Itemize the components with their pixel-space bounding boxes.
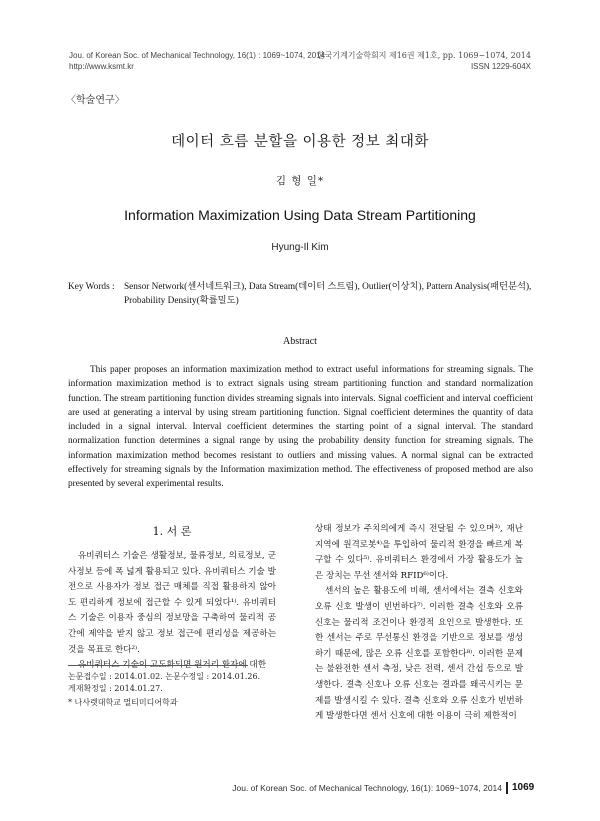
title-english: Information Maximization Using Data Stream Partitioning	[124, 207, 476, 223]
left-col-paragraph-1: 유비쿼터스 기술은 생활정보, 물류정보, 의료정보, 군사정보 등에 폭 넓게 활용되고 있다. 유비쿼터스 기술 발전으로 사용자가 정보 접근 매체를 직접 활용하지 않아도 편리하게 정보에 접근할 수 있게 되었다¹⁾. 유비쿼터스 기술은 이용자 중심의 정보망을 구축하여 물리적 공간에 제약을 받지 않고 정보 접근에 편리성을 제공하는 것을 목표로 한다²⁾.	[68, 551, 276, 655]
abstract-body: This paper proposes an information maximization method to extract useful informations for streaming signals. The information maximization method is to extract signals using stream partitioning function and standard normalization function. The stream partitioning function divides streaming signals into intervals. Signal coefficient and interval coefficient are used at generating a interval by using stream partitioning function. Signal coefficient determines the quantity of data included in a signal interval. Interval coefficient determines the starting point of a signal interval. The standard normalization function determines a signal range by using the probability density function for streaming signals. The information maximization method becomes resistant to outliers and missing values. A normal signal can be extracted effectively for streaming signals by the Information maximization method. The effectiveness of proposed method are also presented by several experimental results.	[68, 365, 533, 490]
left-col-paragraph-2: 유비쿼터스 기술이 고도화되면 원거리 환자에 대한	[78, 660, 266, 671]
received-revised-dates: 논문접수일 : 2014.01.02. 논문수정일 : 2014.01.26.	[68, 672, 261, 681]
journal-citation-en: Jou. of Korean Soc. of Mechanical Technology, 16(1) : 1069~1074, 2014	[69, 51, 326, 60]
footer-citation: Jou. of Korean Soc. of Mechanical Technology, 16(1): 1069~1074, 2014	[232, 783, 502, 793]
accepted-date: 게재확정일 : 2014.01.27.	[68, 684, 163, 693]
journal-url[interactable]: http://www.ksmt.kr	[69, 62, 134, 71]
title-korean: 데이터 흐름 분할을 이용한 정보 최대화	[171, 134, 429, 150]
article-category: 〈학술연구〉	[66, 95, 125, 106]
left-column	[68, 549, 276, 674]
abstract-heading: Abstract	[283, 336, 317, 347]
issn: ISSN 1229-604X	[470, 62, 531, 71]
right-column	[315, 522, 523, 725]
keywords-line-1: Sensor Network(센서네트워크), Data Stream(데이터 스트림), Outlier(이상치), Pattern Analysis(패턴분석),	[124, 282, 532, 292]
keywords-line-2: Probability Density(확률밀도)	[124, 296, 239, 306]
author-english: Hyung-Il Kim	[271, 242, 329, 253]
page-number: 1069	[512, 782, 535, 793]
author-korean: 김 형 일*	[275, 175, 325, 187]
section-heading-introduction: 1. 서 론	[152, 525, 192, 538]
footer-separator-bar	[506, 782, 508, 794]
journal-citation-ko: 한국기계기술학회지 제16권 제1호, pp. 1069~1074, 2014	[316, 51, 531, 60]
right-col-paragraph-2: 센서의 높은 활용도에 비해, 센서에서는 결측 신호와 오류 신호 발생이 빈번하다⁷⁾. 이러한 결측 신호와 오류 신호는 물리적 조건이나 환경적 요인으로 발생한다. 또한 센서는 주로 무선통신 환경을 기반으로 정보를 생성하기 때문에, 많은 오류 신호를 포함한다⁸⁾. 이러한 문제는 불완전한 센서 측정, 낮은 전력, 센서 간섭 등으로 발생한다. 결측 신호나 오류 신호는 결과를 왜곡시키는 문제를 발생시킬 수 있다. 결측 신호와 오류 신호가 빈번하게 발생한다면 센서 신호에 대한 이용이 극히 제한적이	[315, 586, 523, 722]
footnote-divider	[68, 665, 248, 666]
author-affiliation: * 나사렛대학교 멀티미디어학과	[68, 698, 178, 707]
keywords-label: Key Words :	[68, 282, 115, 292]
right-col-paragraph-1: 상태 정보가 주치의에게 즉시 전달될 수 있으며³⁾, 재난지역에 원격로봇⁴⁾을 투입하여 물리적 환경을 빠르게 복구할 수 있다⁵⁾. 유비쿼터스 환경에서 가장 활용도가 높은 장치는 무선 센서와 RFID⁶⁾이다.	[315, 524, 523, 581]
